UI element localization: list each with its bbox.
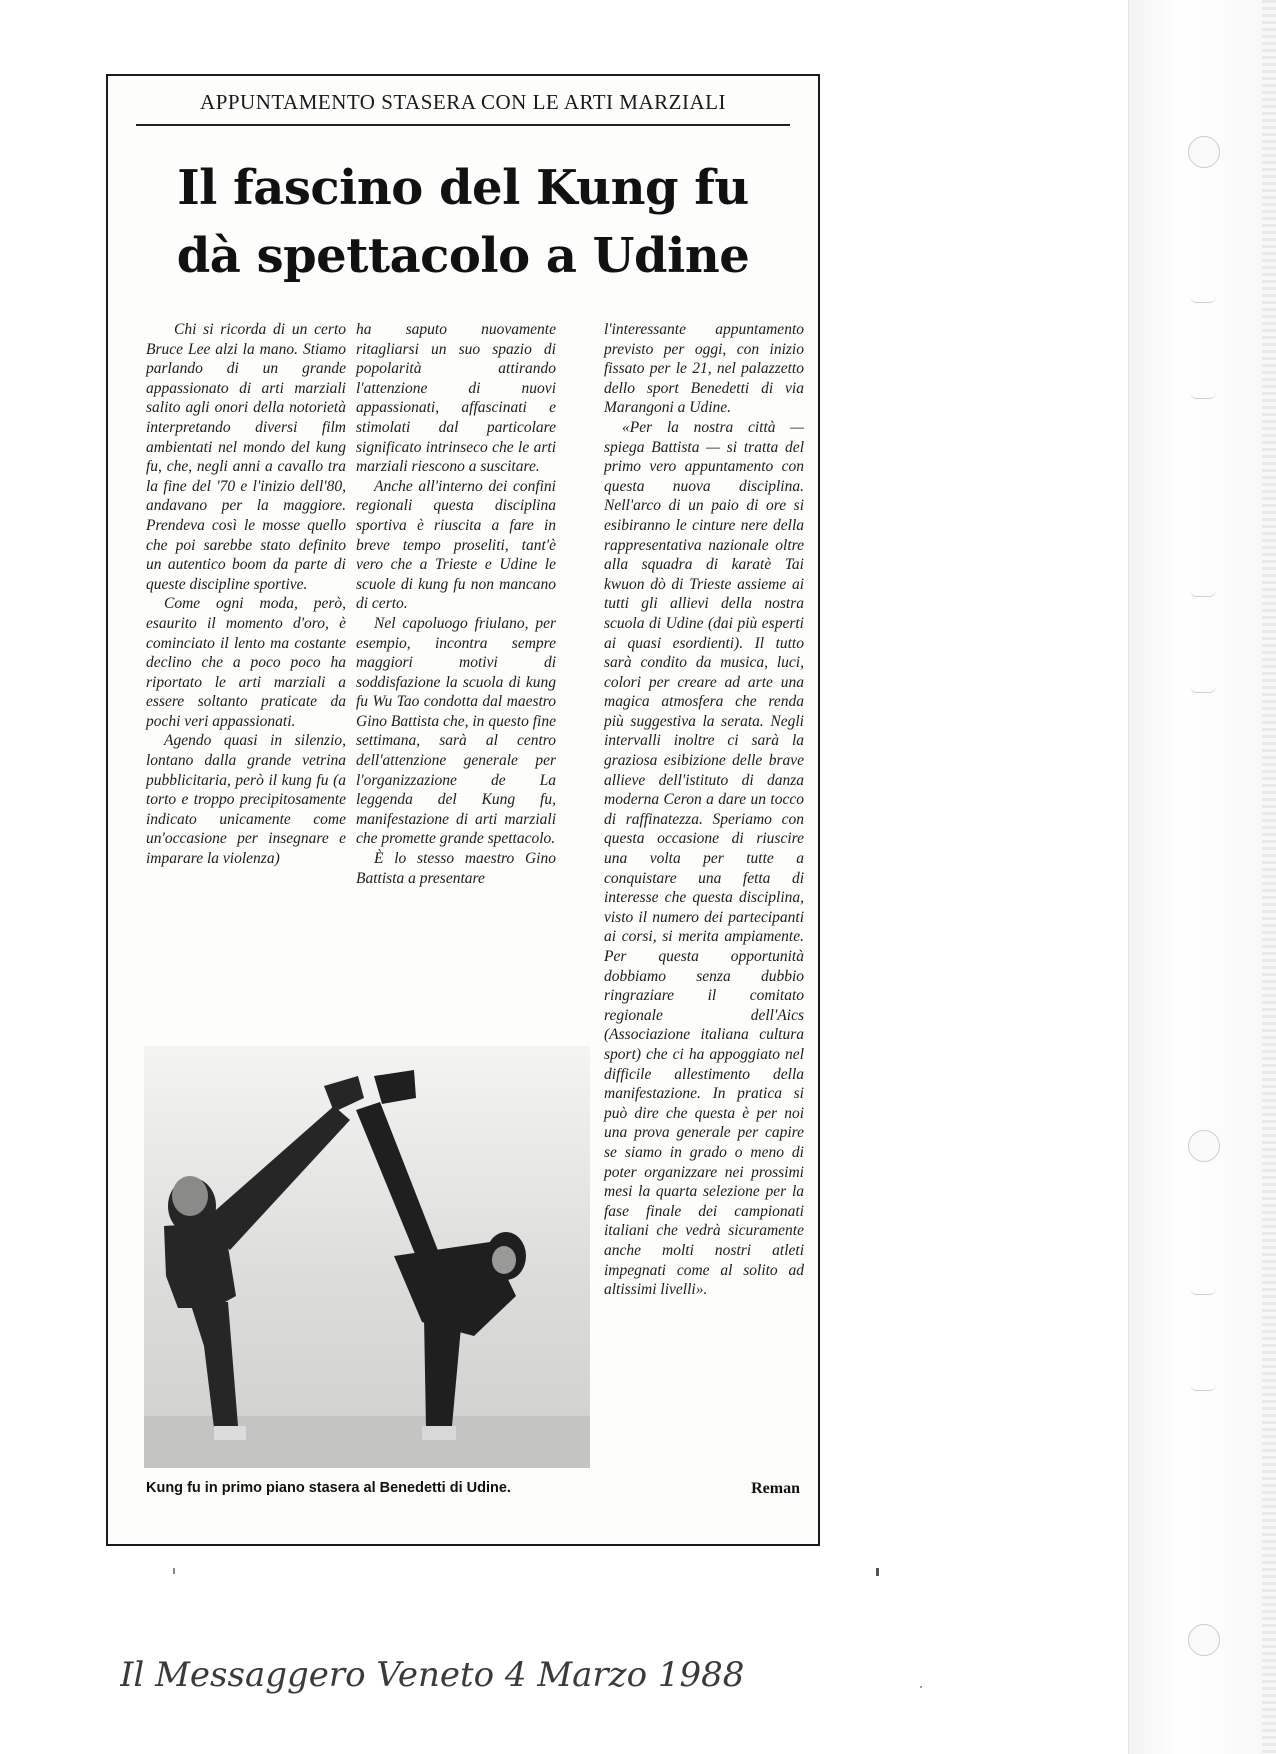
handwritten-source-note: [120, 1634, 840, 1714]
binder-hole: [1188, 1130, 1220, 1162]
paragraph: Nel capoluogo friulano, per esempio, incontra sempre maggiori motivi di soddisfazione la scuola di kung fu Wu Tao condotta dal maestro Gino Battista che, in questo fine settimana, sarà al centro dell'attenzione generale per l'organizzazione de La leggenda del Kung fu, manifestazione di arti marziali che promette grande spettacolo.: [356, 614, 556, 848]
article-column-2: [356, 320, 556, 888]
binder-hole: [1190, 686, 1216, 693]
paragraph: Agendo quasi in silenzio, lontano dalla grande vetrina pubblicitaria, però il kung fu (a torto e troppo precipitosamente indicato unicamente come un'occasione per insegnare e imparare la violenza): [146, 732, 346, 868]
binder-hole: [1190, 296, 1216, 303]
kicker: APPUNTAMENTO STASERA CON LE ARTI MARZIALI: [200, 90, 726, 114]
handwritten-text: Il Messaggero Veneto 4 Marzo 1988: [120, 1655, 745, 1695]
photo-caption: Kung fu in primo piano stasera al Benedetti di Udine.: [146, 1480, 511, 1496]
article-column-3: [604, 320, 804, 1300]
paragraph: ha saputo nuovamente ritagliarsi un suo spazio di popolarità attirando l'attenzione di nuovi appassionati, affascinati e stimolati dal particolare significato intrinseco che le arti marziali riescono a suscitare.: [356, 321, 556, 476]
plastic-sleeve: [1128, 0, 1276, 1754]
kung-fu-photo: [144, 1046, 590, 1468]
sleeve-binding-strip: [1262, 0, 1276, 1754]
paragraph: Chi si ricorda di un certo Bruce Lee alzi la mano. Stiamo parlando di un grande appassionato di arti marziali salito agli onori della notorietà interpretando diversi film ambientati nel mondo del kung fu, che, negli anni a cavallo tra la fine del '70 e l'inizio dell'80, andavano per la maggiore. Prendeva così le mosse quello che poi sarebbe stato definito un autentico boom da parte di queste discipline sportive.: [146, 321, 346, 593]
scan-speck: [876, 1568, 879, 1576]
paragraph: «Per la nostra città — spiega Battista — si tratta del primo vero appuntamento con questa nuova disciplina. Nell'arco di un paio di ore si esibiranno le cinture nere della rappresentativa nazionale oltre alla squadra di karatè Tai kwuon dò di Trieste assieme ai tutti gli allievi della nostra scuola di Udine (dai più esperti ai quasi esordienti). Il tutto sarà condito da musica, luci, colori per creare ad arte una magica atmosfera che renda più suggestiva la serata. Negli intervalli inoltre ci sarà la graziosa esibizione delle brave allieve dell'istituto di danza moderna Ceron a dare un tocco di raffinatezza. Speriamo con questa occasione di riuscire una volta per tutte a conquistare una fetta di interesse che questa disciplina, visto il numero dei partecipanti ai corsi, si merita ampiamente. Per questa opportunità dobbiamo senza dubbio ringraziare il comitato regionale dell'Aics (Associazione italiana cultura sport) che ci ha appoggiato nel difficile allestimento della manifestazione. In pratica si può dire che questa è per noi una prova generale per capire se siamo in grado o meno di poter organizzare nei prossimi mesi la quarta selezione per la fase finale dei campionati italiani che vedrà sicuramente anche molti nostri atleti impegnati come al solito ad altissimi livelli».: [604, 418, 804, 1299]
binder-hole: [1188, 1624, 1220, 1656]
newspaper-clipping: [106, 74, 820, 1546]
sleeve-edge: [1128, 0, 1129, 1754]
handwriting-stroke: [120, 1634, 840, 1714]
headline: [108, 154, 818, 290]
paragraph: È lo stesso maestro Gino Battista a presentare: [356, 850, 556, 887]
kicker-rule: [136, 124, 790, 126]
headline-line-2: dà spettacolo a Udine: [176, 228, 750, 284]
byline: Reman: [751, 1480, 800, 1497]
paragraph: Anche all'interno dei confini regionali questa disciplina sportiva è riuscita a fare in breve tempo proseliti, tant'è vero che a Trieste e Udine le scuole di kung fu non mancano di certo.: [356, 477, 556, 613]
scan-speck: [173, 1568, 175, 1574]
binder-hole: [1190, 1288, 1216, 1295]
headline-line-1: Il fascino del Kung fu: [177, 160, 749, 216]
paragraph: Come ogni moda, però, esaurito il momento d'oro, è cominciato il lento ma costante declino che a poco poco ha riportato le arti marziali a essere soltanto praticate da pochi veri appassionati.: [146, 595, 346, 730]
kung-fu-photo-illustration: [144, 1046, 590, 1468]
binder-hole: [1190, 1384, 1216, 1391]
binder-hole: [1188, 136, 1220, 168]
article-column-1: [146, 320, 346, 869]
paragraph: l'interessante appuntamento previsto per oggi, con inizio fissato per le 21, nel palazzetto dello sport Benedetti di via Marangoni a Udine.: [604, 321, 804, 417]
binder-hole: [1190, 392, 1216, 399]
binder-hole: [1190, 590, 1216, 597]
scan-speck: [920, 1686, 922, 1688]
